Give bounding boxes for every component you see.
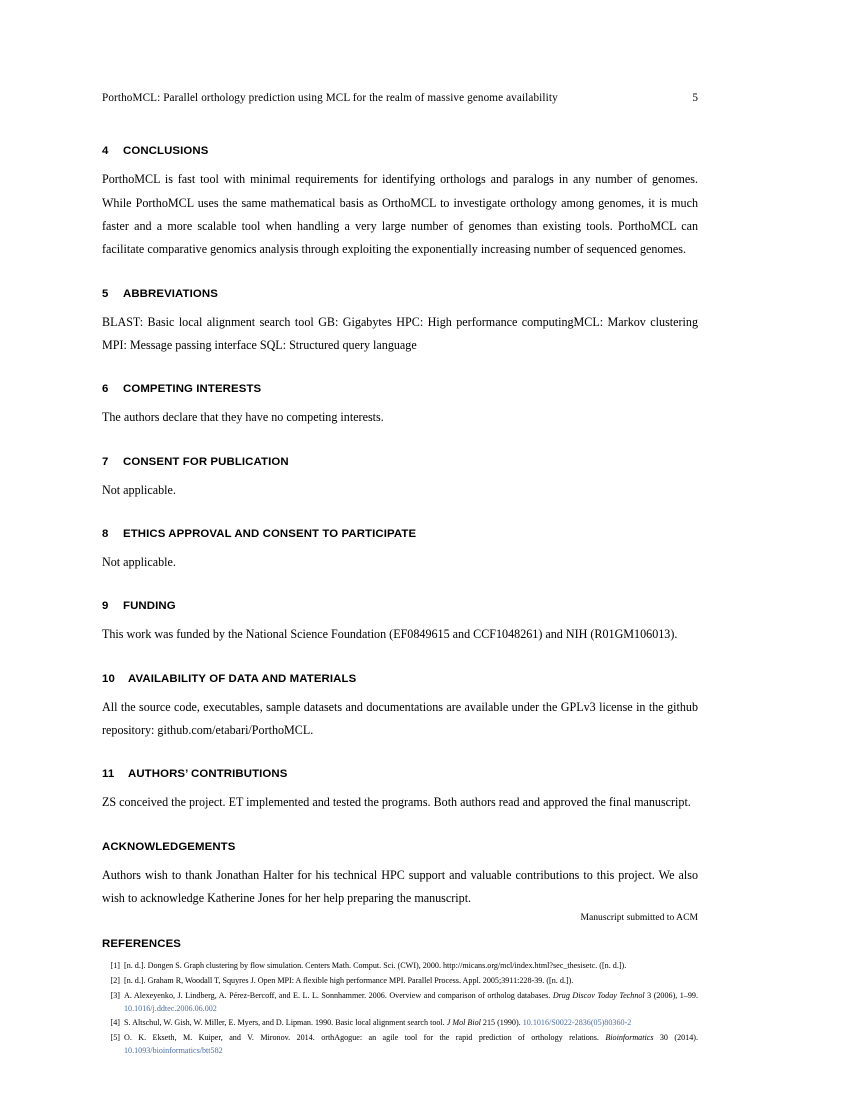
section-heading-block [102,768,698,780]
reference-number: [3] [110,990,120,1000]
references-heading: REFERENCES [102,938,181,951]
page-number: 5 [692,92,698,104]
footer-text: Manuscript submitted to ACM [580,912,698,923]
reference-list [102,959,698,1057]
section-title: ABBREVIATIONS [123,287,218,300]
reference-journal-title: Bioinformatics [605,1032,654,1042]
section-number: 6 [102,383,109,396]
sections-container [102,145,698,814]
running-head [102,92,698,105]
acknowledgements-heading: ACKNOWLEDGEMENTS [102,840,236,853]
section-number: 10 [102,672,115,685]
reference-doi-link[interactable]: 10.1016/j.ddtec.2006.06.002 [124,1003,217,1013]
section-heading [102,673,698,685]
section-title: AVAILABILITY OF DATA AND MATERIALS [128,672,357,685]
reference-text: [n. d.]. Graham R, Woodall T, Squyres J. Open MPI: A flexible high performance MPI. Parallel Process. Appl. 2005;3911:228-39. ([n. d.]). [124,975,574,985]
references-heading-block [102,938,698,950]
section-heading-block [102,145,698,157]
section-body: BLAST: Basic local alignment search tool GB: Gigabytes HPC: High performance computingMCL: Markov clustering MPI: Message passing interface SQL: Structured query language [102,314,698,353]
section-body: PorthoMCL is fast tool with minimal requirements for identifying orthologs and paralogs in any number of genomes. While PorthoMCL uses the same mathematical basis as OrthoMCL to investigate orthology among genomes, it is much faster and a more scalable tool when handling a very large number of genomes than existing tools. PorthoMCL can facilitate comparative genomics analysis through exploiting the exponentially increasing number of sequenced genomes. [102,172,698,257]
reference-text: 30 (2014). [653,1032,698,1042]
reference-item [102,1031,698,1057]
section-heading-block [102,383,698,395]
section-body: All the source code, executables, sample datasets and documentations are available under the GPLv3 license in the github repository: github.com/etabari/PorthoMCL. [102,699,698,738]
section-number: 8 [102,528,109,541]
section-heading [102,145,698,157]
page-footer [102,912,698,923]
section-heading [102,383,698,395]
section-title: CONCLUSIONS [123,145,209,158]
section-title: AUTHORS’ CONTRIBUTIONS [128,768,288,781]
reference-journal-title: J Mol Biol [446,1018,481,1028]
section-title: CONSENT FOR PUBLICATION [123,455,289,468]
section-heading [102,456,698,468]
section-heading-block [102,288,698,300]
section-body: Not applicable. [102,555,176,570]
reference-number: [2] [110,975,120,985]
reference-item [102,989,698,1015]
section-title: FUNDING [123,600,176,613]
reference-doi-link[interactable]: 10.1093/bioinformatics/btt582 [124,1046,223,1056]
reference-text: S. Altschul, W. Gish, W. Miller, E. Myers, and D. Lipman. 1990. Basic local alignment search tool. [124,1018,447,1028]
section-heading [102,768,698,780]
reference-text: 3 (2006), 1–99. [644,990,698,1000]
section-heading [102,288,698,300]
section-body: Not applicable. [102,482,176,497]
reference-text: [n. d.]. Dongen S. Graph clustering by flow simulation. Centers Math. Comput. Sci. (CWI), 2000. http://micans.org/mcl/index.html?sec_thesisetc. ([n. d.]). [124,961,627,971]
acknowledgements-heading-block [102,841,698,853]
reference-item [102,1016,698,1029]
reference-text: 215 (1990). [480,1018,523,1028]
section-number: 7 [102,455,109,468]
section-number: 5 [102,287,109,300]
section-title: ETHICS APPROVAL AND CONSENT TO PARTICIPATE [123,528,417,541]
section-heading-block [102,673,698,685]
reference-item [102,974,698,987]
reference-number: [5] [110,1032,120,1042]
section-heading [102,528,698,540]
section-number: 9 [102,600,109,613]
reference-text: A. Alexeyenko, J. Lindberg, A. Pérez-Bercoff, and E. L. L. Sonnhammer. 2006. Overview and comparison of ortholog databases. [124,990,553,1000]
section-body: This work was funded by the National Science Foundation (EF0849615 and CCF1048261) and NIH (R01GM106013). [102,627,678,642]
section-heading [102,600,698,612]
reference-journal-title: Drug Discov Today Technol [552,990,645,1000]
reference-number: [1] [110,961,120,971]
section-body: ZS conceived the project. ET implemented and tested the programs. Both authors read and approved the final manuscript. [102,795,691,810]
reference-doi-link[interactable]: 10.1016/S0022-2836(05)80360-2 [522,1018,632,1028]
section-number: 11 [102,768,115,781]
reference-number: [4] [110,1018,120,1028]
section-number: 4 [102,145,109,158]
reference-text: O. K. Ekseth, M. Kuiper, and V. Mironov. 2014. orthAgogue: an agile tool for the rapid prediction of orthology relations. [124,1032,606,1042]
section-heading-block [102,456,698,468]
running-head-title: PorthoMCL: Parallel orthology prediction using MCL for the realm of massive genome availability [102,92,558,104]
section-heading-block [102,600,698,612]
acknowledgements-body: Authors wish to thank Jonathan Halter for his technical HPC support and valuable contributions to this project. We also wish to acknowledge Katherine Jones for her help preparing the manuscript. [102,867,698,906]
section-body: The authors declare that they have no competing interests. [102,410,384,425]
section-title: COMPETING INTERESTS [123,383,262,396]
section-heading-block [102,528,698,540]
reference-item [102,959,698,972]
